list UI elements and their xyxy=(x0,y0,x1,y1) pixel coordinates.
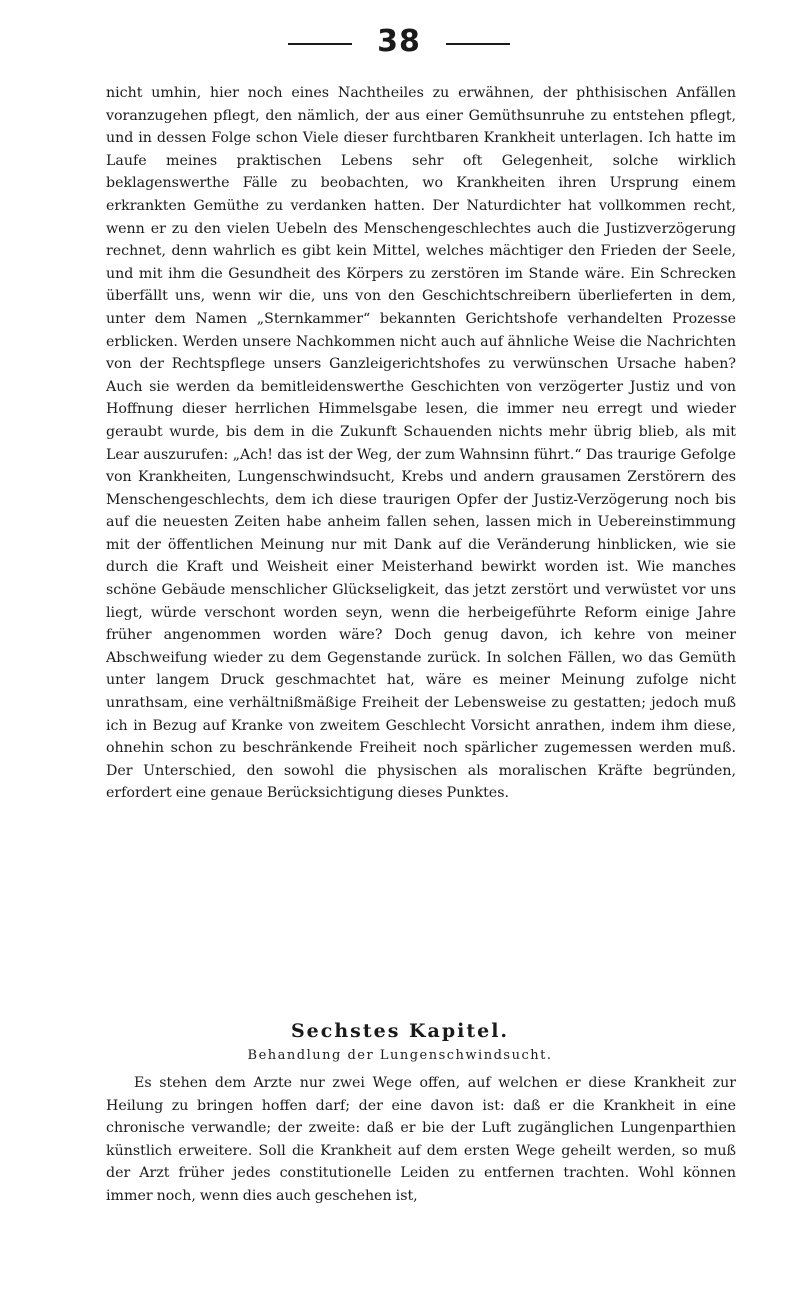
page-number: 38 xyxy=(377,24,421,59)
page-header xyxy=(0,22,800,62)
chapter-title: Sechstes Kapitel. xyxy=(290,1020,510,1042)
chapter-opening-paragraph: Es stehen dem Arzte nur zwei Wege offen, auf welchen er diese Krankheit zur Heilung zu bringen hoffen darf; der eine davon ist: daß er die Krankheit in eine chronische verwandle; der zweite: daß er bie der Luft zugänglichen Lungenparthien künstlich erweitere. Soll die Krankheit auf dem ersten Wege geheilt werden, so muß der Arzt früher jedes constitutionelle Leiden zu entfernen trachten. Wohl können immer noch, wenn dies auch geschehen ist, xyxy=(106,1075,736,1204)
header-rule-right xyxy=(446,43,510,45)
chapter-subtitle: Behandlung der Lungenschwindsucht. xyxy=(247,1048,553,1063)
continuation-paragraph: nicht umhin, hier noch eines Nachtheiles zu erwähnen, der phthisischen Anfällen voranzugehen pflegt, den nämlich, der aus einer Gemüthsunruhe zu entstehen pflegt, und in dessen Folge schon Viele dieser furchtbaren Krankheit unterlagen. Ich hatte im Laufe meines praktischen Lebens sehr oft Gelegenheit, solche wirklich beklagenswerthe Fälle zu beobachten, wo Krankheiten ihren Ursprung einem erkrankten Gemüthe zu verdanken hatten. Der Naturdichter hat vollkommen recht, wenn er zu den vielen Uebeln des Menschengeschlechtes auch die Justizverzögerung rechnet, denn wahrlich es gibt kein Mittel, welches mächtiger den Frieden der Seele, und mit ihm die Gesundheit des Körpers zu zerstören im Stande wäre. Ein Schrecken überfällt uns, wenn wir die, uns von den Geschichtschreibern überlieferten in dem, unter dem Namen „Sternkammer“ bekannten Gerichtshofe verhandelten Prozesse erblicken. Werden unsere Nachkommen nicht auch auf ähnliche Weise die Nachrichten von der Rechtspflege unsers Ganzleigerichtshofes zu verwünschen Ursache haben? Auch sie werden da bemitleidenswerthe Geschichten von verzögerter Justiz und von Hoffnung dieser herrlichen Himmelsgabe lesen, die immer neu erregt und wieder geraubt wurde, bis dem in die Zukunft Schauenden nichts mehr übrig blieb, als mit Lear auszurufen: „Ach! das ist der Weg, der zum Wahnsinn führt.“ Das traurige Gefolge von Krankheiten, Lungenschwindsucht, Krebs und andern grausamen Zerstörern des Menschengeschlechts, dem ich diese traurigen Opfer der Justiz-Verzögerung noch bis auf die neuesten Zeiten habe anheim fallen sehen, lassen mich in Uebereinstimmung mit der öffentlichen Meinung nur mit Dank auf die Veränderung hinblicken, wie sie durch die Kraft und Weisheit einer Meisterhand bewirkt worden ist. Wie manches schöne Gebäude menschlicher Glückseligkeit, das jetzt zerstört und verwüstet vor uns liegt, würde verschont worden seyn, wenn die herbeigeführte Reform einige Jahre früher angenommen worden wäre? Doch genug davon, ich kehre von meiner Abschweifung wieder zu dem Gegenstande zurück. In solchen Fällen, wo das Gemüth unter langem Druck geschmachtet hat, wäre es meiner Meinung zufolge nicht unrathsam, eine verhältnißmäßige Freiheit der Lebensweise zu gestatten; jedoch muß ich in Bezug auf Kranke von zweitem Geschlecht Vorsicht anrathen, indem ihm diese, ohnehin schon zu beschränkende Freiheit noch spärlicher zugemessen werden muß. Der Unterschied, den sowohl die physischen als moralischen Kräfte begründen, erfordert eine genaue Berücksichtigung dieses Punktes. xyxy=(106,85,736,802)
header-rule-left xyxy=(288,43,352,45)
